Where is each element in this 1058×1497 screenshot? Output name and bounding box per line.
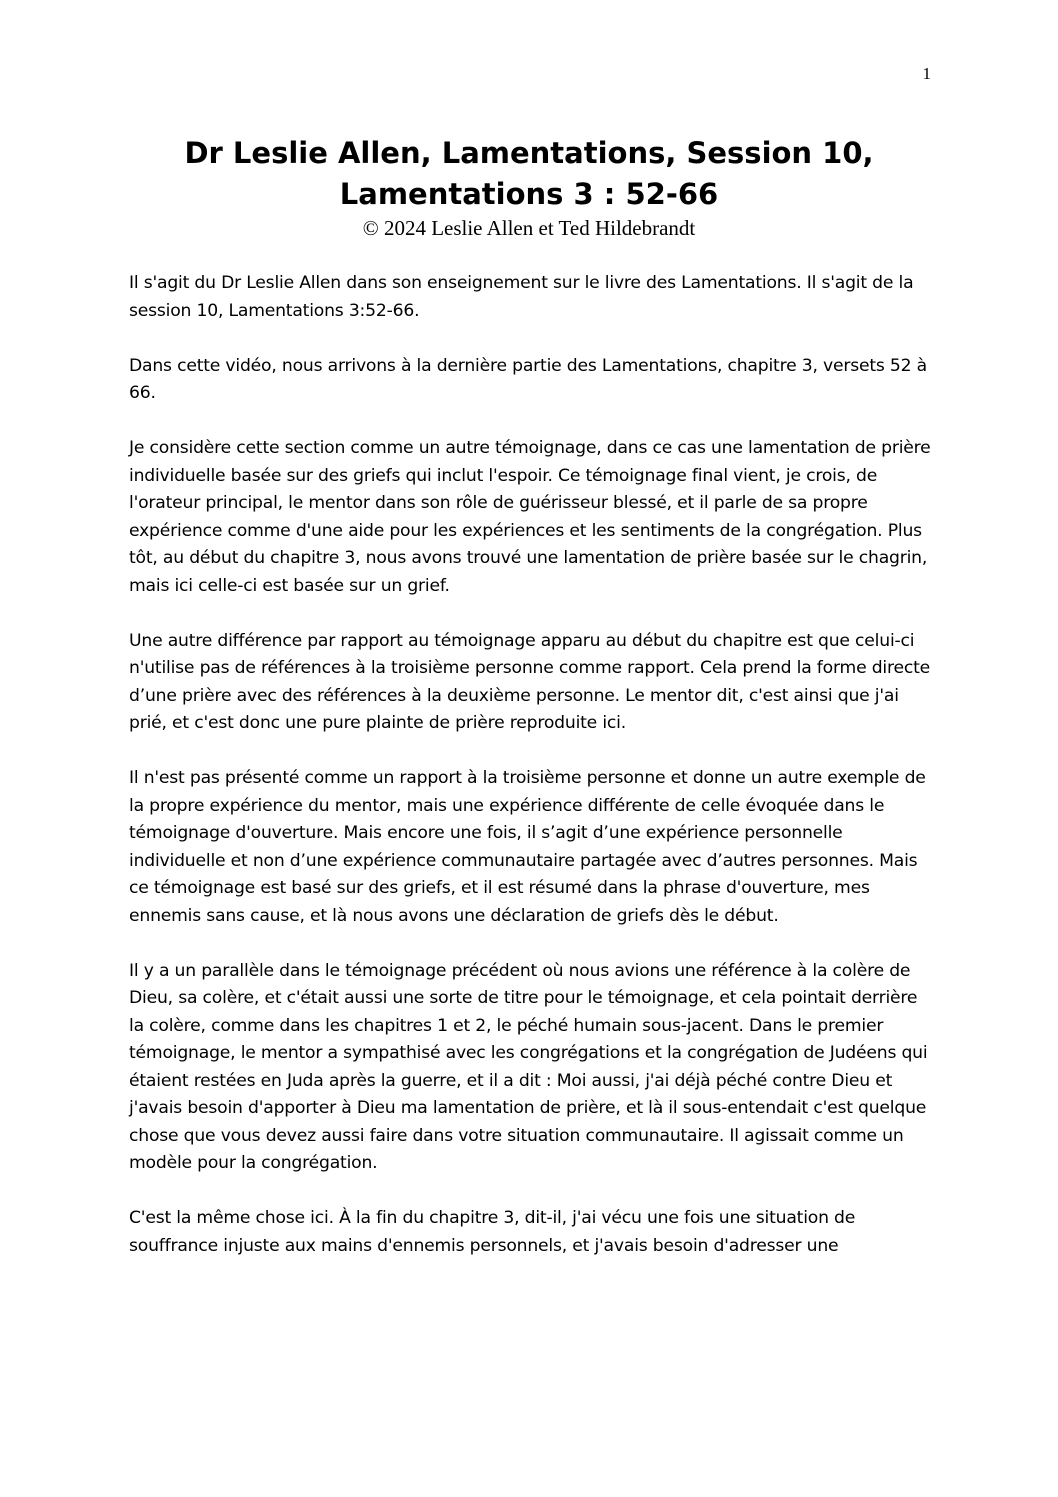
paragraph: Je considère cette section comme un autre témoignage, dans ce cas une lamentation de prière individuelle basée sur des griefs qui inclut l'espoir. Ce témoignage final vient, je crois, de l'orateur principal, le mentor dans son rôle de guérisseur blessé, et il parle de sa propre expérience comme d'une aide pour les expériences et les sentiments de la congrégation. Plus tôt, au début du chapitre 3, nous avons trouvé une lamentation de prière basée sur le chagrin, mais ici celle-ci est basée sur un grief. — [129, 438, 931, 596]
document-title — [100, 133, 958, 215]
paragraph: C'est la même chose ici. À la fin du chapitre 3, dit-il, j'ai vécu une fois une situation de souffrance injuste aux mains d'ennemis personnels, et j'avais besoin d'adresser une — [129, 1208, 856, 1256]
page-number: 1 — [922, 64, 931, 83]
paragraph: Il n'est pas présenté comme un rapport à la troisième personne et donne un autre exemple de la propre expérience du mentor, mais une expérience différente de celle évoquée dans le témoignage d'ouverture. Mais encore une fois, il s’agit d’une expérience personnelle individuelle et non d’une expérience communautaire partagée avec d’autres personnes. Mais ce témoignage est basé sur des griefs, et il est résumé dans la phrase d'ouverture, mes ennemis sans cause, et là nous avons une déclaration de griefs dès le début. — [129, 768, 926, 926]
paragraph: Il s'agit du Dr Leslie Allen dans son enseignement sur le livre des Lamentations. Il s'agit de la session 10, Lamentations 3:52-66. — [129, 273, 914, 321]
title-line-1: Dr Leslie Allen, Lamentations, Session 10, — [184, 136, 874, 170]
paragraph: Une autre différence par rapport au témoignage apparu au début du chapitre est que celui-ci n'utilise pas de références à la troisième personne comme rapport. Cela prend la forme directe d’une prière avec des références à la deuxième personne. Le mentor dit, c'est ainsi que j'ai prié, et c'est donc une pure plainte de prière reproduite ici. — [129, 630, 931, 733]
document-body — [129, 270, 934, 1288]
document-header — [100, 133, 958, 241]
paragraph: Dans cette vidéo, nous arrivons à la dernière partie des Lamentations, chapitre 3, versets 52 à 66. — [129, 355, 927, 403]
copyright-line: © 2024 Leslie Allen et Ted Hildebrandt — [362, 216, 696, 240]
paragraph: Il y a un parallèle dans le témoignage précédent où nous avions une référence à la colère de Dieu, sa colère, et c'était aussi une sorte de titre pour le témoignage, et cela pointait derrière la colère, comme dans les chapitres 1 et 2, le péché humain sous-jacent. Dans le premier témoignage, le mentor a sympathisé avec les congrégations et la congrégation de Judéens qui étaient restées en Juda après la guerre, et il a dit : Moi aussi, j'ai déjà péché contre Dieu et j'avais besoin d'apporter à Dieu ma lamentation de prière, et là il sous-entendait c'est quelque chose que vous devez aussi faire dans votre situation communautaire. Il agissait comme un modèle pour la congrégation. — [129, 960, 928, 1173]
title-line-2: Lamentations 3 : 52-66 — [339, 177, 719, 211]
